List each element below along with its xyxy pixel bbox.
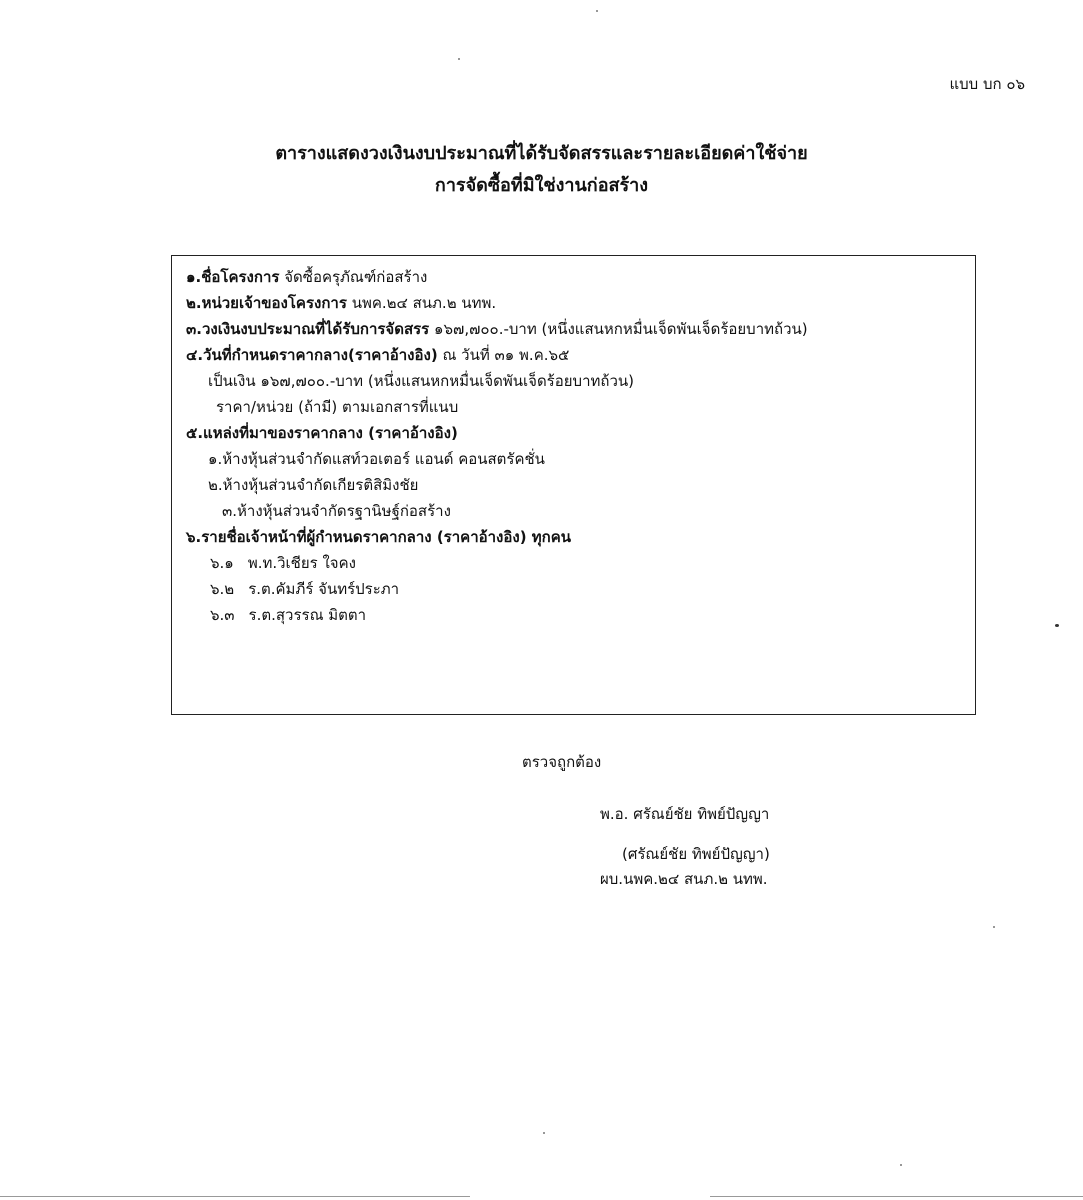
scan-speck xyxy=(543,1132,545,1134)
officer-item xyxy=(186,576,961,602)
title-line-1: ตารางแสดงวงเงินงบประมาณที่ได้รับจัดสรรและรายละเอียดค่าใช้จ่าย xyxy=(275,143,808,164)
reference-date-row xyxy=(186,342,961,368)
officer-item xyxy=(186,550,961,576)
scan-speck xyxy=(993,926,995,928)
sources-label: ๕.แหล่งที่มาของราคากลาง (ราคาอ้างอิง) xyxy=(186,424,458,442)
officer-number: ๖.๑ xyxy=(210,554,234,572)
scan-edge-line xyxy=(0,1196,470,1197)
document-title xyxy=(0,138,1083,202)
officer-name: ร.ต.สุวรรณ มิตตา xyxy=(248,606,367,624)
project-name-label: ๑.ชื่อโครงการ xyxy=(186,268,280,286)
officer-number: ๖.๒ xyxy=(210,580,235,598)
scan-speck xyxy=(596,10,598,12)
officer-number: ๖.๓ xyxy=(210,606,235,624)
amount-text: เป็นเงิน ๑๖๗,๗๐๐.-บาท (หนึ่งแสนหกหมื่นเจ็ดพันเจ็ดร้อยบาทถ้วน) xyxy=(208,372,634,390)
project-info-box xyxy=(171,255,976,715)
signer-name: (ศรัณย์ชัย ทิพย์ปัญญา) xyxy=(622,845,770,863)
form-code: แบบ บก ๐๖ xyxy=(949,75,1025,93)
scan-speck xyxy=(458,58,460,60)
reference-date-label: ๔.วันที่กำหนดราคากลาง(ราคาอ้างอิง) xyxy=(186,346,438,364)
owner-unit-value: นพค.๒๔ สนภ.๒ นทพ. xyxy=(351,294,497,312)
scan-speck xyxy=(1055,624,1059,627)
verification-text: ตรวจถูกต้อง xyxy=(522,753,602,771)
officer-name: พ.ท.วิเชียร ใจคง xyxy=(247,554,356,572)
signer: พ.อ. ศรัณย์ชัย ทิพย์ปัญญา xyxy=(600,805,770,823)
source-item: ๒.ห้างหุ้นส่วนจำกัดเกียรติสิมิงชัย xyxy=(208,476,419,494)
source-item: ๓.ห้างหุ้นส่วนจำกัดรฐานิษฐ์ก่อสร้าง xyxy=(222,502,451,520)
budget-row xyxy=(186,316,961,342)
budget-label: ๓.วงเงินงบประมาณที่ได้รับการจัดสรร xyxy=(186,320,430,338)
source-item: ๑.ห้างหุ้นส่วนจำกัดแสท์วอเตอร์ แอนด์ คอนสตรัคชั่น xyxy=(208,450,545,468)
reference-date-value: ณ วันที่ ๓๑ พ.ค.๖๕ xyxy=(442,346,570,364)
scan-speck xyxy=(900,1164,902,1166)
unit-price-text: ราคา/หน่วย (ถ้ามี) ตามเอกสารที่แนบ xyxy=(216,398,459,416)
project-name-value: จัดซื้อครุภัณฑ์ก่อสร้าง xyxy=(284,268,428,286)
officer-name: ร.ต.คัมภีร์ จันทร์ประภา xyxy=(248,580,400,598)
officers-label: ๖.รายชื่อเจ้าหน้าที่ผู้กำหนดราคากลาง (ราคาอ้างอิง) ทุกคน xyxy=(186,528,572,546)
project-name-row xyxy=(186,264,961,290)
owner-unit-row xyxy=(186,290,961,316)
owner-unit-label: ๒.หน่วยเจ้าของโครงการ xyxy=(186,294,347,312)
signer-position: ผบ.นพค.๒๔ สนภ.๒ นทพ. xyxy=(600,870,768,888)
budget-value: ๑๖๗,๗๐๐.-บาท (หนึ่งแสนหกหมื่นเจ็ดพันเจ็ดร้อยบาทถ้วน) xyxy=(434,320,808,338)
title-line-2: การจัดซื้อที่มิใช่งานก่อสร้าง xyxy=(434,175,649,196)
officer-item xyxy=(186,602,961,628)
scan-edge-line xyxy=(710,1196,1083,1197)
